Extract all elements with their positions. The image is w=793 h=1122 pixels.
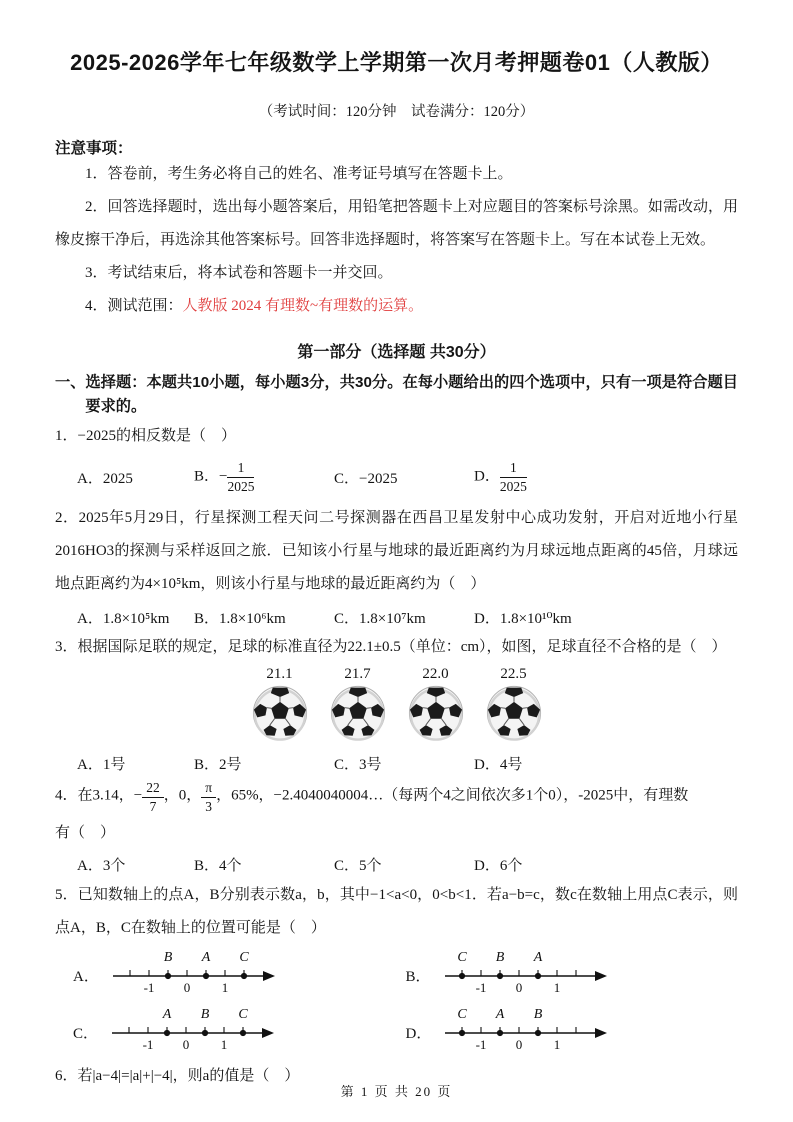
soccer-ball <box>404 684 468 747</box>
fraction: $\frac{22}{7}$ <box>142 780 164 814</box>
svg-text:B: B <box>163 950 173 966</box>
ball-diameter-label: 22.0 <box>422 666 449 682</box>
option-label: B． <box>405 969 431 986</box>
notice-item-4 <box>55 290 738 323</box>
svg-text:1: 1 <box>554 1037 561 1053</box>
svg-text:C: C <box>239 950 249 966</box>
option-label: A． <box>73 969 99 986</box>
ball-diameter-label: 22.5 <box>500 666 527 682</box>
svg-text:B: B <box>534 1007 543 1023</box>
ball-diameter-label: 21.1 <box>266 666 293 682</box>
question-3-stem: 3．根据国际足联的规定，足球的标准直径为22.1±0.5（单位：cm），如图，足球直径不合格的是（ ） <box>55 639 727 655</box>
ball-item <box>248 666 312 747</box>
number-line <box>439 1006 611 1059</box>
option-4c: C．5个 <box>334 857 382 874</box>
svg-text:C: C <box>456 950 467 966</box>
fraction: $\frac{1}{2025}$ <box>499 459 527 494</box>
ball-item <box>326 666 390 747</box>
option-1b: B．− $\frac{1}{2025}$ <box>194 459 255 494</box>
fraction: $\frac{\pi}{3}$ <box>201 780 216 814</box>
exam-subtitle: （考试时间：120分钟 试卷满分：120分） <box>258 104 535 120</box>
svg-text:1: 1 <box>220 1037 228 1053</box>
svg-text:1: 1 <box>221 980 229 996</box>
test-scope-text: 人教版 2024 有理数~有理数的运算。 <box>182 298 424 314</box>
soccer-ball <box>248 684 312 747</box>
question-1-stem: 1．−2025的相反数是（ ） <box>55 428 236 444</box>
option-3b: B．2号 <box>194 756 242 773</box>
notice-list <box>55 158 738 323</box>
svg-text:1: 1 <box>553 980 560 996</box>
svg-text:C: C <box>238 1007 248 1023</box>
soccer-ball <box>482 684 546 747</box>
number-line <box>106 1006 278 1059</box>
question-2-options <box>55 604 738 630</box>
number-line <box>439 949 611 1002</box>
svg-text:-1: -1 <box>475 1037 487 1053</box>
soccer-ball <box>326 684 390 747</box>
option-3d: D．4号 <box>474 756 523 773</box>
question-3-figure <box>55 666 738 747</box>
soccer-ball-icon <box>329 684 387 742</box>
option-4d: D．6个 <box>474 857 523 874</box>
svg-text:A: A <box>201 950 211 966</box>
number-line-option-b <box>406 949 739 1002</box>
page-footer: 第 1 页 共 20 页 <box>340 1084 453 1099</box>
question-1-options <box>55 454 738 500</box>
svg-text:0: 0 <box>183 980 191 996</box>
section-intro: 一、选择题：本题共10小题，每小题3分，共30分。在每小题给出的四个选项中，只有一项是符合题目要求的。 <box>55 374 738 415</box>
svg-text:B: B <box>495 950 504 966</box>
notice-item-1: 1．答卷前，考生务必将自己的姓名、准考证号填写在答题卡上。 <box>85 166 513 182</box>
option-2b: B．1.8×10⁶km <box>194 610 286 627</box>
notice-heading: 注意事项： <box>55 140 133 157</box>
svg-text:-1: -1 <box>143 980 155 996</box>
question-6-stem: 6．若|a−4|=|a|+|−4|，则a的值是（ ） <box>55 1068 300 1085</box>
option-2c: C．1.8×10⁷km <box>334 610 426 627</box>
number-line-option-c <box>73 1006 406 1059</box>
svg-text:0: 0 <box>515 980 522 996</box>
question-2-stem: 2．2025年5月29日，行星探测工程天问二号探测器在西昌卫星发射中心成功发射，开启对近地小行星2016HO3的探测与采样返回之旅．已知该小行星与地球的最近距离约为月球远地点距离的45倍，月球远地点距离约为4×10⁵km，则该小行星与地球的最近距离约为（ ） <box>55 510 738 592</box>
svg-text:A: A <box>162 1007 172 1023</box>
svg-text:A: A <box>496 1007 505 1023</box>
number-line <box>107 949 279 1002</box>
notice-item-4-prefix: 4．测试范围： <box>85 298 183 314</box>
page-title: 2025-2026学年七年级数学上学期第一次月考押题卷01（人教版） <box>70 50 723 75</box>
question-4-stem-line2: 有（ ） <box>55 825 116 842</box>
ball-item <box>482 666 546 747</box>
option-2d: D．1.8×10¹⁰km <box>474 610 572 627</box>
svg-text:B: B <box>200 1007 210 1023</box>
option-1a: A．2025 <box>77 470 133 487</box>
question-3-options <box>55 750 738 776</box>
notice-item-2: 2．回答选择题时，选出每小题答案后，用铅笔把答题卡上对应题目的答案标号涂黑。如需改动，用橡皮擦干净后，再选涂其他答案标号。回答非选择题时，将答案写在答题卡上。写在本试卷上无效。 <box>55 199 738 248</box>
svg-text:0: 0 <box>182 1037 190 1053</box>
option-2a: A．1.8×10⁵km <box>77 610 170 627</box>
soccer-ball-icon <box>485 684 543 742</box>
fraction: $\frac{1}{2025}$ <box>227 459 255 494</box>
number-line-option-a <box>73 949 406 1002</box>
option-3a: A．1号 <box>77 756 126 773</box>
soccer-ball-icon <box>251 684 309 742</box>
svg-text:-1: -1 <box>475 980 486 996</box>
question-4-options <box>55 851 738 877</box>
notice-item-3: 3．考试结束后，将本试卷和答题卡一并交回。 <box>85 265 393 281</box>
option-label: D． <box>405 1026 432 1043</box>
option-label: C． <box>73 1026 99 1043</box>
ball-item <box>404 666 468 747</box>
question-5-stem: 5．已知数轴上的点A，B分别表示数a，b，其中−1<a<0，0<b<1．若a−b=c，数c在数轴上用点C表示，则点A，B，C在数轴上的位置可能是（ ） <box>55 887 738 937</box>
question-4-stem: 4．在3.14，− $\frac{22}{7}$ ，0， $\frac{\pi}{3}$ ，65%，−2.4040040004…（每两个4之间依次多1个0），-2025中，有理数 <box>55 780 689 814</box>
soccer-ball-icon <box>407 684 465 742</box>
option-1d: D． $\frac{1}{2025}$ <box>474 459 527 494</box>
question-5-diagrams <box>55 949 738 1059</box>
option-1c: C．−2025 <box>334 470 398 487</box>
svg-text:A: A <box>533 950 542 966</box>
option-4a: A．3个 <box>77 857 126 874</box>
svg-text:C: C <box>457 1007 468 1023</box>
ball-diameter-label: 21.7 <box>344 666 371 682</box>
part1-header: 第一部分（选择题 共30分） <box>297 344 496 361</box>
svg-text:-1: -1 <box>142 1037 154 1053</box>
number-line-option-d <box>406 1006 739 1059</box>
svg-text:0: 0 <box>516 1037 523 1053</box>
option-4b: B．4个 <box>194 857 242 874</box>
option-3c: C．3号 <box>334 756 382 773</box>
